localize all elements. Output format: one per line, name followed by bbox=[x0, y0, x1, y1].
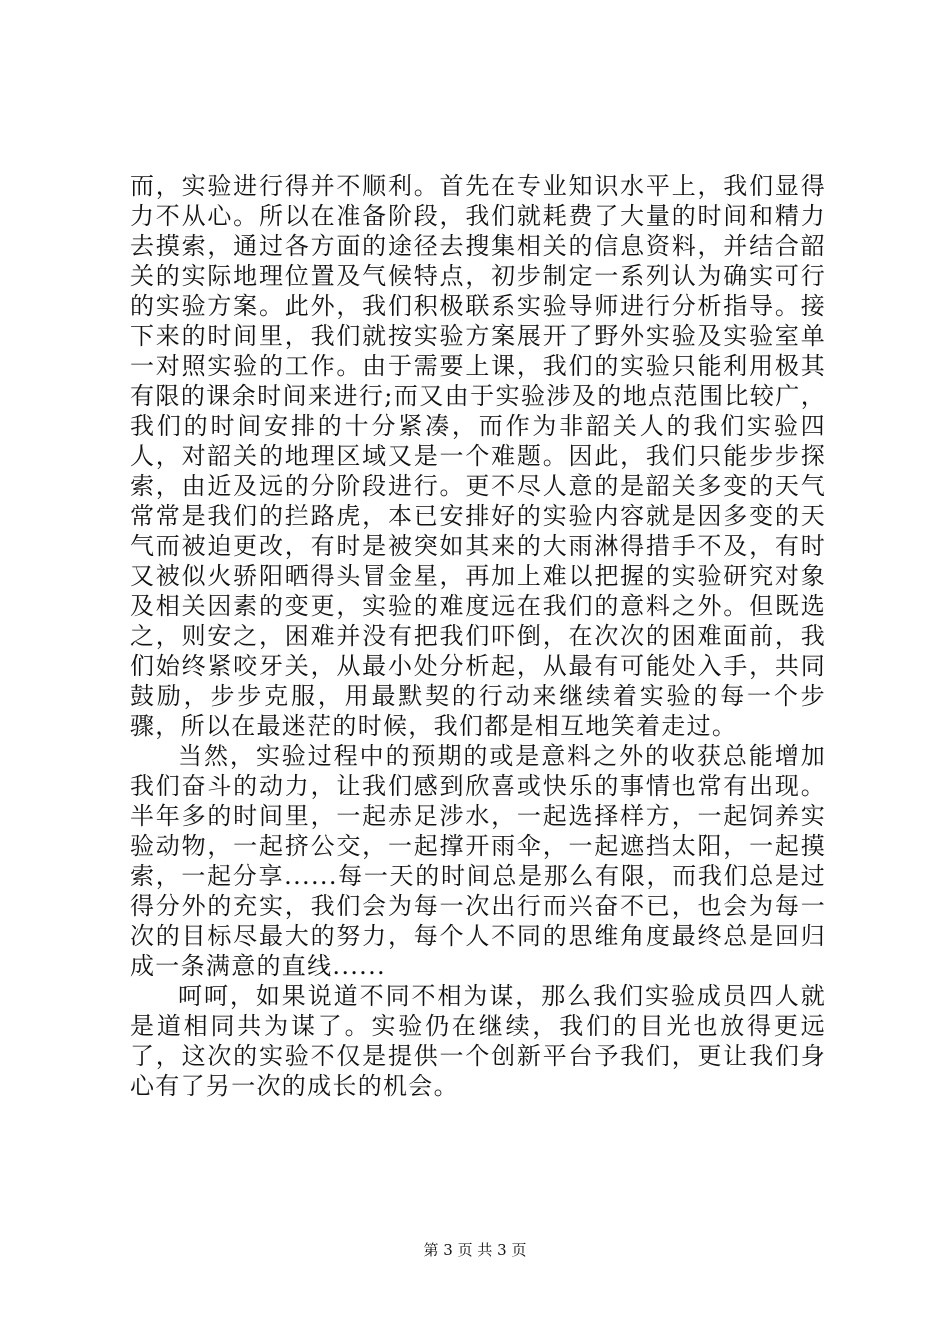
document-body bbox=[130, 171, 826, 1101]
page-number-label: 第 3 页 共 3 页 bbox=[423, 1241, 527, 1259]
paragraph-2: 当然，实验过程中的预期的或是意料之外的收获总能增加我们奋斗的动力，让我们感到欣喜或快乐的事情也常有出现。半年多的时间里，一起赤足涉水，一起选择样方，一起饲养实验动物，一起挤公交，一起撑开雨伞，一起遮挡太阳，一起摸索，一起分享......每一天的时间总是那么有限，而我们总是过得分外的充实，我们会为每一次出行而兴奋不已，也会为每一次的目标尽最大的努力，每个人不同的思维角度最终总是回归成一条满意的直线...... bbox=[130, 742, 826, 980]
paragraph-1: 而，实验进行得并不顺利。首先在专业知识水平上，我们显得力不从心。所以在准备阶段，我们就耗费了大量的时间和精力去摸索，通过各方面的途径去搜集相关的信息资料，并结合韶关的实际地理位置及气候特点，初步制定一系列认为确实可行的实验方案。此外，我们积极联系实验导师进行分析指导。接下来的时间里，我们就按实验方案展开了野外实验及实验室单一对照实验的工作。由于需要上课，我们的实验只能利用极其有限的课余时间来进行;而又由于实验涉及的地点范围比较广，我们的时间安排的十分紧凑，而作为非韶关人的我们实验四人，对韶关的地理区域又是一个难题。因此，我们只能步步探索，由近及远的分阶段进行。更不尽人意的是韶关多变的天气常常是我们的拦路虎，本已安排好的实验内容就是因多变的天气而被迫更改，有时是被突如其来的大雨淋得措手不及，有时又被似火骄阳晒得头冒金星，再加上难以把握的实验研究对象及相关因素的变更，实验的难度远在我们的意料之外。但既选之，则安之，困难并没有把我们吓倒，在次次的困难面前，我们始终紧咬牙关，从最小处分析起，从最有可能处入手，共同鼓励，步步克服，用最默契的行动来继续着实验的每一个步骤，所以在最迷茫的时候，我们都是相互地笑着走过。 bbox=[130, 172, 826, 740]
paragraph-3: 呵呵，如果说道不同不相为谋，那么我们实验成员四人就是道相同共为谋了。实验仍在继续，我们的目光也放得更远了，这次的实验不仅是提供一个创新平台予我们，更让我们身心有了另一次的成长的机会。 bbox=[130, 982, 826, 1100]
page-footer bbox=[0, 1240, 950, 1260]
